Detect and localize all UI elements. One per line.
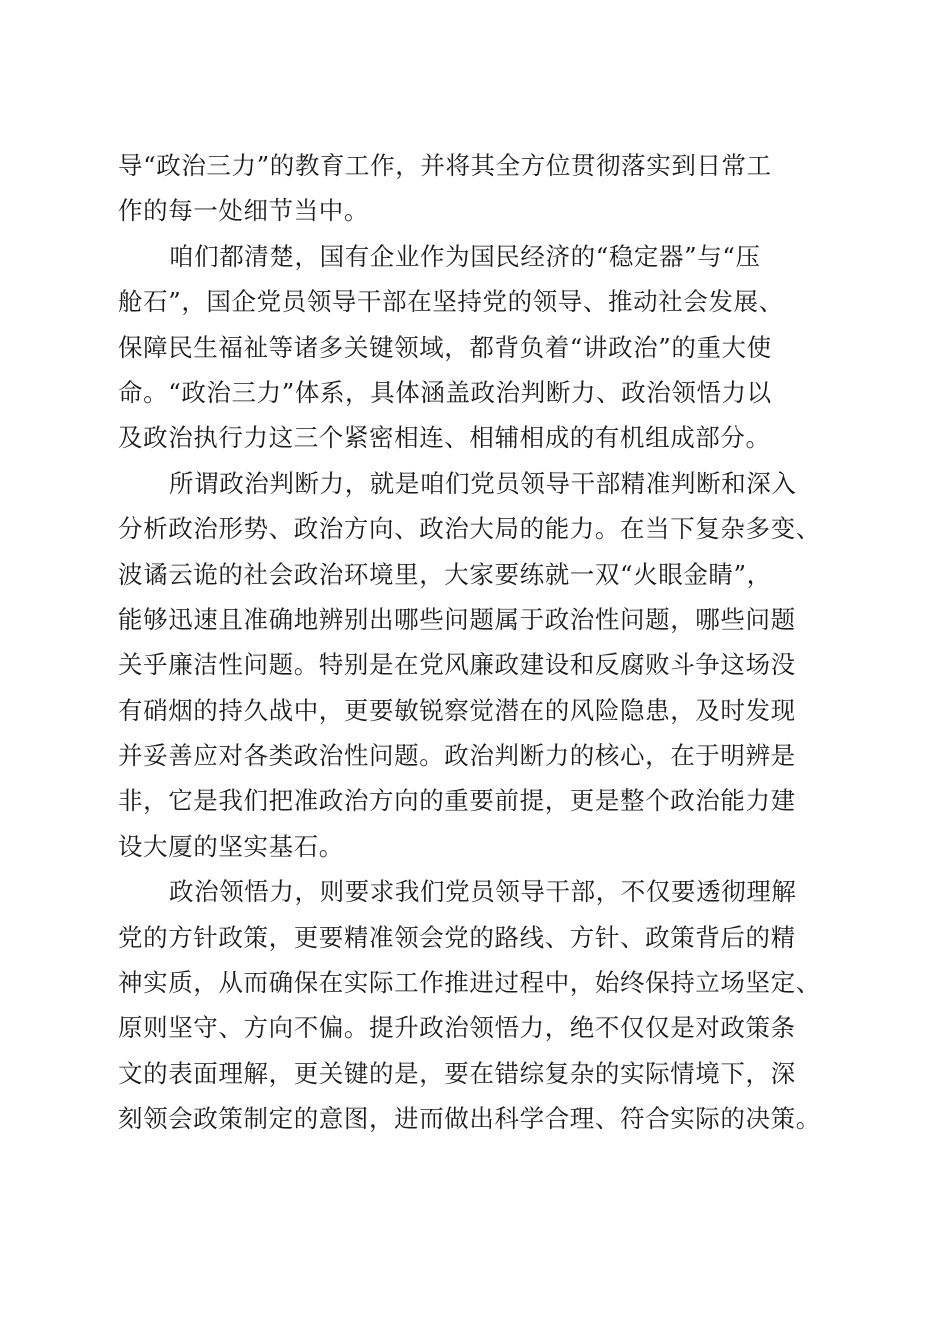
text-line: 神实质，从而确保在实际工作推进过程中，始终保持立场坚定、 xyxy=(118,968,821,998)
paragraph-first-line: 政治领悟力，则要求我们党员领导干部，不仅要透彻理解 xyxy=(169,877,797,907)
text-line: 作的每一处细节当中。 xyxy=(118,196,369,226)
text-line: 波谲云诡的社会政治环境里，大家要练就一双“火眼金睛”， xyxy=(118,559,772,589)
text-line: 文的表面理解，更关键的是，要在错综复杂的实际情境下，深 xyxy=(118,1058,796,1088)
text-line: 能够迅速且准确地辨别出哪些问题属于政治性问题，哪些问题 xyxy=(118,604,796,634)
text-line: 及政治执行力这三个紧密相连、相辅相成的有机组成部分。 xyxy=(118,423,771,453)
paragraph-first-line: 所谓政治判断力，就是咱们党员领导干部精准判断和深入 xyxy=(169,468,797,498)
body-text xyxy=(118,143,838,1142)
text-line: 分析政治形势、政治方向、政治大局的能力。在当下复杂多变、 xyxy=(118,514,821,544)
text-line: 刻领会政策制定的意图，进而做出科学合理、符合实际的决策。 xyxy=(118,1104,821,1134)
text-line: 命。“政治三力”体系，具体涵盖政治判断力、政治领悟力以 xyxy=(118,377,772,407)
text-line: 保障民生福祉等诸多关键领域，都背负着“讲政治”的重大使 xyxy=(118,332,772,362)
text-line: 舱石”，国企党员领导干部在坚持党的领导、推动社会发展、 xyxy=(118,287,784,317)
text-line: 关乎廉洁性问题。特别是在党风廉政建设和反腐败斗争这场没 xyxy=(118,650,796,680)
text-line: 并妥善应对各类政治性问题。政治判断力的核心，在于明辨是 xyxy=(118,741,796,771)
text-line: 导“政治三力”的教育工作，并将其全方位贯彻落实到日常工 xyxy=(118,151,772,180)
text-line: 设大厦的坚实基石。 xyxy=(118,831,344,861)
text-line: 非，它是我们把准政治方向的重要前提，更是整个政治能力建 xyxy=(118,786,796,816)
text-line: 党的方针政策，更要精准领会党的路线、方针、政策背后的精 xyxy=(118,922,796,952)
text-line: 原则坚守、方向不偏。提升政治领悟力，绝不仅仅是对政策条 xyxy=(118,1013,796,1043)
paragraph-first-line: 咱们都清楚，国有企业作为国民经济的“稳定器”与“压 xyxy=(169,241,761,271)
text-line: 有硝烟的持久战中，更要敏锐察觉潜在的风险隐患，及时发现 xyxy=(118,695,796,725)
